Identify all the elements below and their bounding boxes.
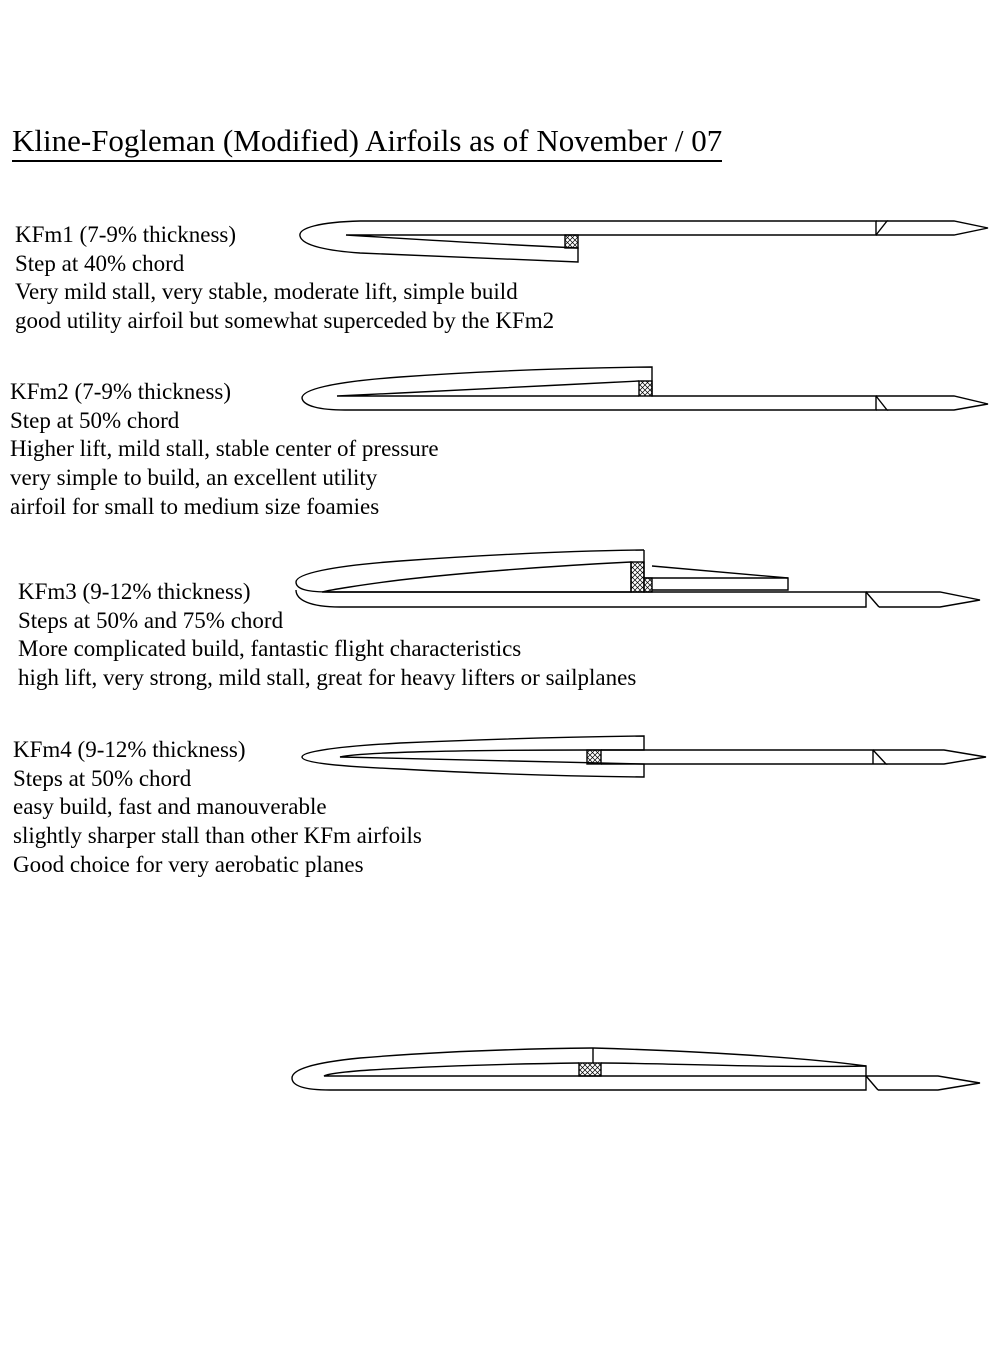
- kfm1-airfoil-profile: [300, 221, 988, 262]
- kfm4-line-1: Steps at 50% chord: [13, 765, 192, 791]
- kfm1-line-2: Very mild stall, very stable, moderate lift, simple build: [15, 279, 518, 305]
- kfm2-line-1: Step at 50% chord: [10, 407, 180, 433]
- kfm2-line-3: very simple to build, an excellent utility: [10, 465, 378, 491]
- kfm2-line-2: Higher lift, mild stall, stable center of pressure: [10, 436, 439, 462]
- kfm4-line-3: slightly sharper stall than other KFm airfoils: [13, 823, 422, 849]
- kfm4-line-2: easy build, fast and manouverable: [13, 794, 327, 820]
- kfm2-airfoil-profile: [302, 367, 988, 410]
- kfm3-line-1: Steps at 50% and 75% chord: [18, 607, 284, 633]
- kfm1-line-1: Step at 40% chord: [15, 250, 185, 276]
- kfm1-line-3: good utility airfoil but somewhat superceded by the KFm2: [15, 308, 555, 334]
- kfm2-line-4: airfoil for small to medium size foamies: [10, 493, 380, 519]
- kfm3-line-2: More complicated build, fantastic flight characteristics: [18, 636, 522, 662]
- kfm4-name: KFm4 (9-12% thickness): [13, 737, 246, 762]
- unlabeled-airfoil-profile: [292, 1048, 980, 1090]
- page-title: Kline-Fogleman (Modified) Airfoils as of November / 07: [12, 122, 722, 162]
- kfm3-name: KFm3 (9-12% thickness): [18, 579, 251, 604]
- kfm4-line-4: Good choice for very aerobatic planes: [13, 851, 364, 877]
- kfm4-airfoil-profile: [302, 736, 986, 777]
- kfm3-airfoil-profile: [296, 550, 980, 607]
- kfm2-name: KFm2 (7-9% thickness): [10, 379, 232, 404]
- kfm1-name: KFm1 (7-9% thickness): [15, 222, 237, 247]
- kfm3-line-3: high lift, very strong, mild stall, great for heavy lifters or sailplanes: [18, 665, 637, 691]
